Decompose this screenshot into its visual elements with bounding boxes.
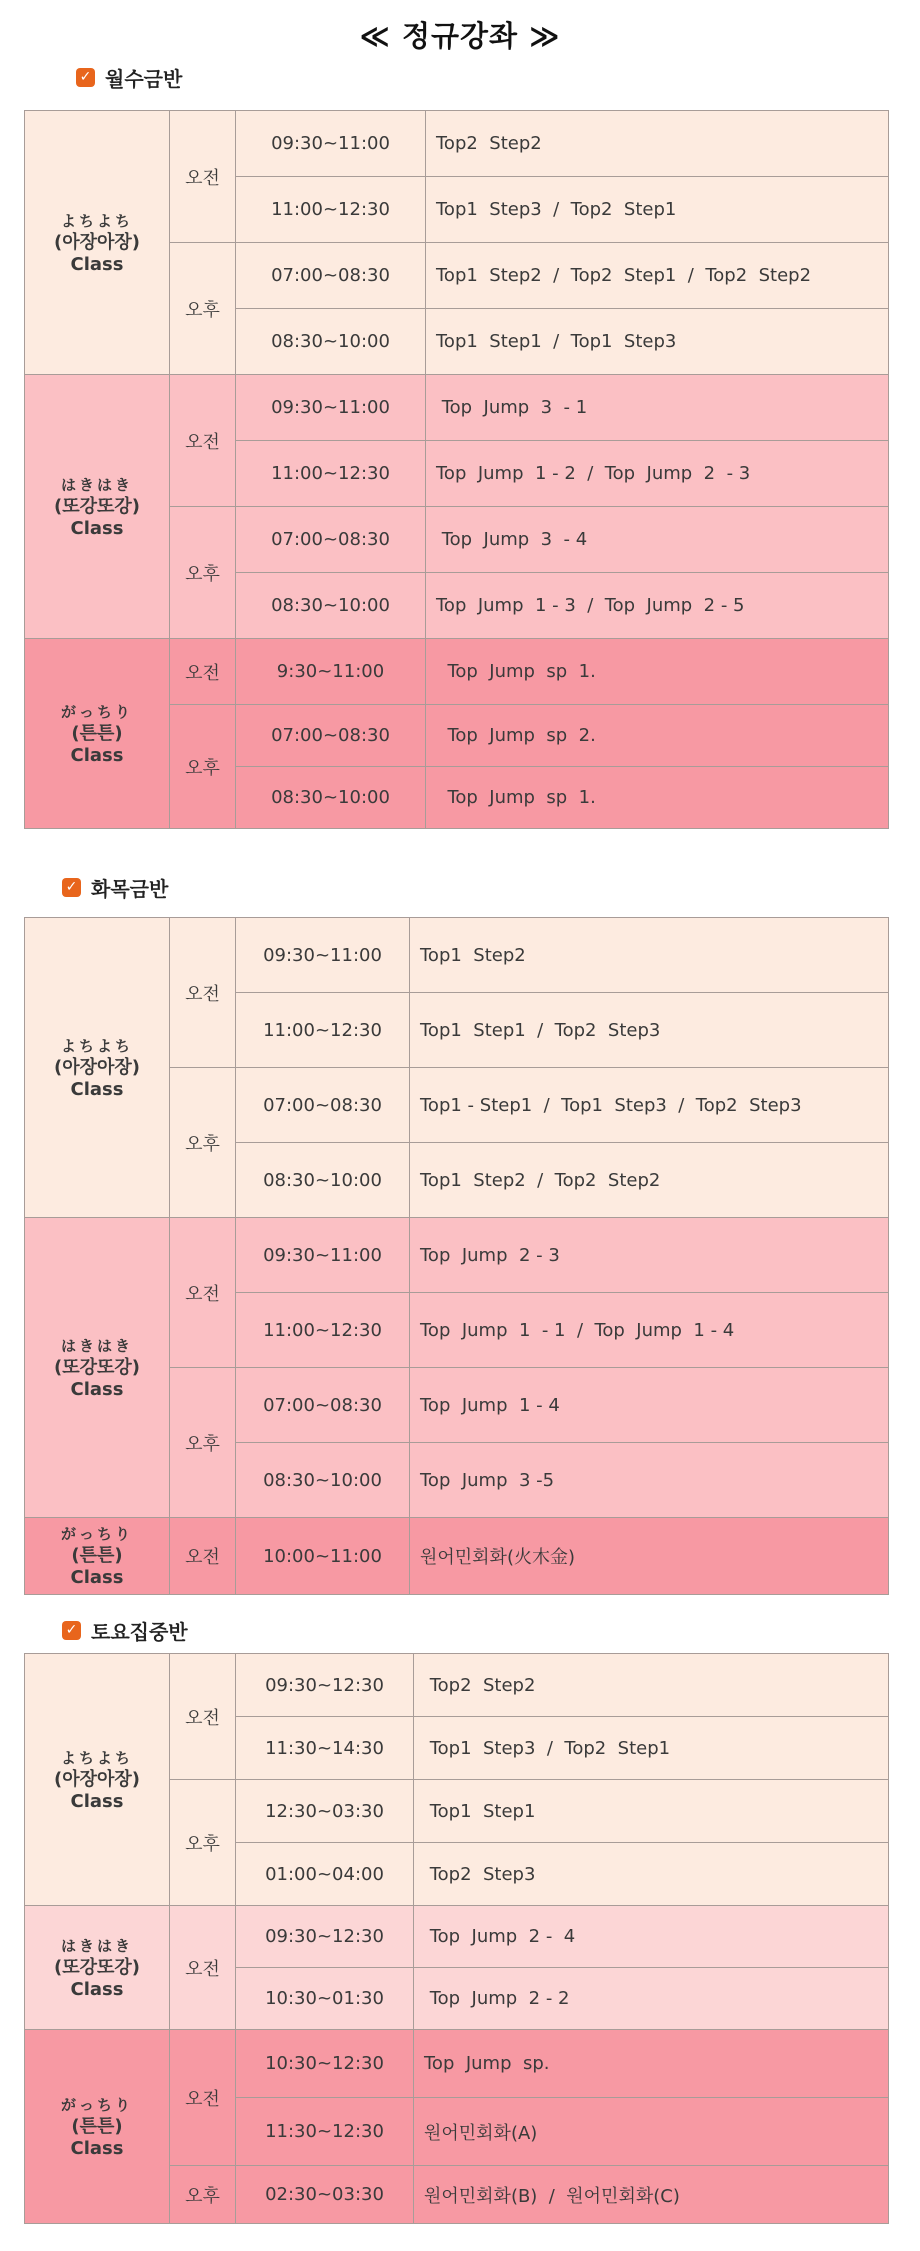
time-cell: 07:00~08:30: [236, 243, 426, 309]
time-cell: 08:30~10:00: [236, 309, 426, 375]
class-name-en: Class: [70, 253, 124, 275]
table-row: [25, 918, 889, 993]
section-heading: [62, 1615, 188, 1645]
section-heading-label: 화목금반: [91, 876, 169, 901]
time-cell: 07:00~08:30: [236, 705, 426, 767]
section-heading-label: 월수금반: [105, 66, 183, 91]
period-cell: 오후: [170, 507, 236, 639]
section-heading: [76, 62, 182, 92]
course-cell: Top2 Step2: [414, 1654, 889, 1717]
class-name-jp: がっちり: [60, 2095, 133, 2114]
course-cell: Top Jump 1 - 2 / Top Jump 2 - 3: [426, 441, 889, 507]
class-name-en: Class: [70, 1078, 124, 1100]
course-cell: Top1 - Step1 / Top1 Step3 / Top2 Step3: [410, 1068, 889, 1143]
period-cell: 오전: [170, 375, 236, 507]
page-title: ≪ 정규강좌 ≫: [359, 19, 561, 53]
class-name-en: Class: [70, 1978, 124, 2000]
time-cell: 07:00~08:30: [236, 1368, 410, 1443]
class-name-kr: (튼튼): [71, 722, 123, 744]
time-cell: 12:30~03:30: [236, 1780, 414, 1843]
class-name-jp: はきはき: [60, 1936, 133, 1955]
course-cell: Top Jump sp.: [414, 2030, 889, 2098]
table-row: [25, 1906, 889, 1968]
time-cell: 08:30~10:00: [236, 573, 426, 639]
class-name-kr: (튼튼): [71, 1545, 123, 1566]
class-group-cell: [25, 111, 170, 375]
course-cell: Top Jump sp 1.: [426, 767, 889, 829]
course-cell: Top2 Step3: [414, 1843, 889, 1906]
time-cell: 01:00~04:00: [236, 1843, 414, 1906]
course-cell: Top1 Step3 / Top2 Step1: [426, 177, 889, 243]
schedule-table: [24, 110, 889, 829]
course-cell: Top1 Step2 / Top2 Step1 / Top2 Step2: [426, 243, 889, 309]
class-name-kr: (튼튼): [71, 2115, 123, 2137]
course-cell: Top Jump 3 - 1: [426, 375, 889, 441]
class-name-en: Class: [70, 517, 124, 539]
checkbox-icon: ✓: [62, 878, 81, 897]
table-row: [25, 639, 889, 705]
course-cell: Top1 Step2: [410, 918, 889, 993]
checkbox-icon: ✓: [76, 68, 95, 87]
period-cell: 오전: [170, 918, 236, 1068]
time-cell: 10:30~12:30: [236, 2030, 414, 2098]
class-name-kr: (아장아장): [53, 1768, 140, 1790]
time-cell: 09:30~11:00: [236, 111, 426, 177]
course-cell: Top1 Step2 / Top2 Step2: [410, 1143, 889, 1218]
table-row: [25, 1654, 889, 1717]
period-cell: 오후: [170, 705, 236, 829]
class-name-en: Class: [70, 2137, 124, 2159]
class-group-cell: [25, 1906, 170, 2030]
class-name-jp: よちよち: [60, 1036, 133, 1055]
time-cell: 10:00~11:00: [236, 1518, 410, 1595]
time-cell: 09:30~11:00: [236, 918, 410, 993]
period-cell: 오전: [170, 1906, 236, 2030]
course-cell: Top Jump 1 - 4: [410, 1368, 889, 1443]
time-cell: 08:30~10:00: [236, 1143, 410, 1218]
course-cell: Top Jump 2 - 3: [410, 1218, 889, 1293]
period-cell: 오후: [170, 1780, 236, 1906]
time-cell: 11:00~12:30: [236, 993, 410, 1068]
time-cell: 11:30~14:30: [236, 1717, 414, 1780]
class-name-jp: よちよち: [60, 211, 133, 230]
period-cell: 오전: [170, 1654, 236, 1780]
time-cell: 10:30~01:30: [236, 1968, 414, 2030]
course-cell: 원어민회화(A): [414, 2098, 889, 2166]
time-cell: 07:00~08:30: [236, 507, 426, 573]
period-cell: 오전: [170, 2030, 236, 2166]
class-group-cell: [25, 639, 170, 829]
course-cell: 원어민회화(B) / 원어민회화(C): [414, 2166, 889, 2224]
course-cell: Top Jump 2 - 2: [414, 1968, 889, 2030]
class-name-jp: がっちり: [60, 1525, 133, 1543]
class-name-kr: (또강또강): [53, 495, 140, 517]
time-cell: 09:30~12:30: [236, 1654, 414, 1717]
period-cell: 오후: [170, 243, 236, 375]
time-cell: 02:30~03:30: [236, 2166, 414, 2224]
time-cell: 08:30~10:00: [236, 1443, 410, 1518]
period-cell: 오전: [170, 1218, 236, 1368]
time-cell: 9:30~11:00: [236, 639, 426, 705]
table-row: [25, 2030, 889, 2098]
class-name-kr: (또강또강): [53, 1956, 140, 1978]
schedule-table: [24, 917, 889, 1595]
class-group-cell: [25, 1218, 170, 1518]
course-cell: Top Jump 3 - 4: [426, 507, 889, 573]
class-name-en: Class: [70, 1567, 124, 1588]
class-name-jp: はきはき: [60, 1336, 133, 1355]
class-name-en: Class: [70, 1790, 124, 1812]
course-cell: Top1 Step1: [414, 1780, 889, 1843]
time-cell: 11:00~12:30: [236, 1293, 410, 1368]
time-cell: 07:00~08:30: [236, 1068, 410, 1143]
time-cell: 11:00~12:30: [236, 441, 426, 507]
class-name-jp: よちよち: [60, 1748, 133, 1767]
period-cell: 오후: [170, 2166, 236, 2224]
class-name-jp: はきはき: [60, 475, 133, 494]
class-name-jp: がっちり: [60, 702, 133, 721]
schedule-table: [24, 1653, 889, 2224]
class-name-kr: (또강또강): [53, 1356, 140, 1378]
class-name-en: Class: [70, 744, 124, 766]
time-cell: 09:30~11:00: [236, 375, 426, 441]
course-cell: Top Jump sp 1.: [426, 639, 889, 705]
course-cell: Top Jump 1 - 3 / Top Jump 2 - 5: [426, 573, 889, 639]
course-cell: 원어민회화(火木金): [410, 1518, 889, 1595]
section-heading-label: 토요집중반: [91, 1619, 188, 1644]
table-row: [25, 111, 889, 177]
course-cell: Top Jump 2 - 4: [414, 1906, 889, 1968]
period-cell: 오후: [170, 1068, 236, 1218]
course-cell: Top1 Step1 / Top1 Step3: [426, 309, 889, 375]
course-cell: Top1 Step3 / Top2 Step1: [414, 1717, 889, 1780]
course-cell: Top2 Step2: [426, 111, 889, 177]
period-cell: 오전: [170, 639, 236, 705]
section-heading: [62, 872, 168, 902]
checkbox-icon: ✓: [62, 1621, 81, 1640]
class-group-cell: [25, 375, 170, 639]
class-group-cell: [25, 1654, 170, 1906]
time-cell: 11:30~12:30: [236, 2098, 414, 2166]
course-cell: Top Jump 1 - 1 / Top Jump 1 - 4: [410, 1293, 889, 1368]
table-row: [25, 1518, 889, 1595]
time-cell: 11:00~12:30: [236, 177, 426, 243]
time-cell: 09:30~12:30: [236, 1906, 414, 1968]
course-cell: Top Jump sp 2.: [426, 705, 889, 767]
table-row: [25, 1218, 889, 1293]
class-group-cell: [25, 2030, 170, 2224]
class-group-cell: [25, 918, 170, 1218]
course-cell: Top Jump 3 -5: [410, 1443, 889, 1518]
course-cell: Top1 Step1 / Top2 Step3: [410, 993, 889, 1068]
table-row: [25, 375, 889, 441]
period-cell: 오전: [170, 1518, 236, 1595]
period-cell: 오전: [170, 111, 236, 243]
class-name-kr: (아장아장): [53, 1056, 140, 1078]
time-cell: 09:30~11:00: [236, 1218, 410, 1293]
time-cell: 08:30~10:00: [236, 767, 426, 829]
class-name-en: Class: [70, 1378, 124, 1400]
class-group-cell: [25, 1518, 170, 1595]
period-cell: 오후: [170, 1368, 236, 1518]
class-name-kr: (아장아장): [53, 231, 140, 253]
